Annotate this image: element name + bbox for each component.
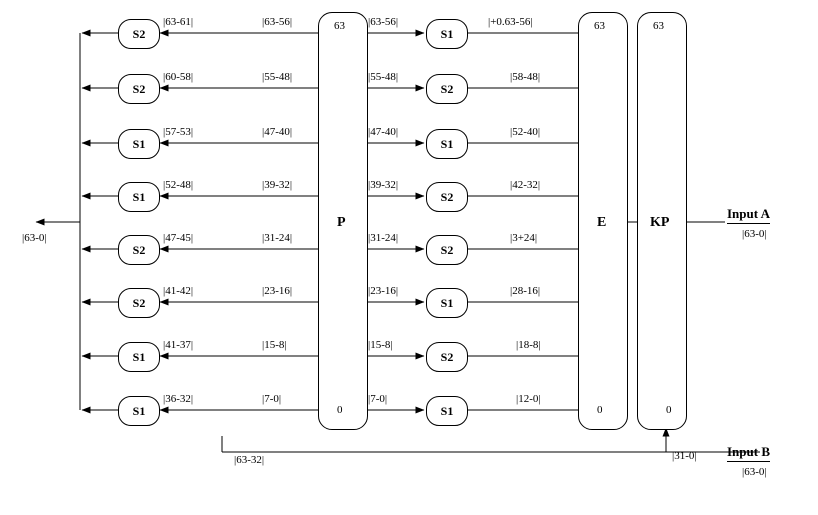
output-left-label: |63-0| bbox=[22, 232, 47, 244]
sbox-out-7: |41-37| bbox=[163, 339, 194, 351]
sbox-right-1-label: S1 bbox=[440, 26, 454, 41]
sbox-right-8-label: S1 bbox=[440, 403, 454, 418]
sbox-right-6[interactable] bbox=[426, 288, 468, 318]
e-out-1: |+0.63-56| bbox=[488, 16, 533, 28]
p-out-1: |63-56| bbox=[262, 16, 293, 28]
block-e-top: 63 bbox=[594, 20, 605, 32]
sbox-left-2-label: S2 bbox=[132, 81, 146, 96]
sbox-out-4: |52-48| bbox=[163, 179, 194, 191]
sbox-right-3[interactable] bbox=[426, 129, 468, 159]
p-in-3: |47-40| bbox=[368, 126, 399, 138]
sbox-right-5-label: S2 bbox=[440, 242, 454, 257]
sbox-out-1: |63-61| bbox=[163, 16, 194, 28]
input-a-label: Input A bbox=[727, 206, 770, 224]
e-out-4: |42-32| bbox=[510, 179, 541, 191]
sbox-right-2[interactable] bbox=[426, 74, 468, 104]
p-in-6: |23-16| bbox=[368, 285, 399, 297]
sbox-left-3-label: S1 bbox=[132, 136, 146, 151]
sbox-right-7[interactable] bbox=[426, 342, 468, 372]
sbox-left-2[interactable] bbox=[118, 74, 160, 104]
p-out-4: |39-32| bbox=[262, 179, 293, 191]
sbox-left-1-label: S2 bbox=[132, 26, 146, 41]
sbox-right-7-label: S2 bbox=[440, 349, 454, 364]
feedback-bus-label: |63-32| bbox=[234, 454, 265, 466]
sbox-right-4[interactable] bbox=[426, 182, 468, 212]
p-out-3: |47-40| bbox=[262, 126, 293, 138]
sbox-right-4-label: S2 bbox=[440, 189, 454, 204]
sbox-left-4[interactable] bbox=[118, 182, 160, 212]
e-out-6: |28-16| bbox=[510, 285, 541, 297]
block-kp-label: KP bbox=[650, 215, 670, 230]
p-out-5: |31-24| bbox=[262, 232, 293, 244]
sbox-right-2-label: S2 bbox=[440, 81, 454, 96]
p-out-8: |7-0| bbox=[262, 393, 282, 405]
p-out-6: |23-16| bbox=[262, 285, 293, 297]
e-out-5: |3+24| bbox=[510, 232, 538, 244]
sbox-right-1[interactable] bbox=[426, 19, 468, 49]
p-in-5: |31-24| bbox=[368, 232, 399, 244]
p-in-1: |63-56| bbox=[368, 16, 399, 28]
block-p-label: P bbox=[337, 215, 346, 230]
block-e-bottom: 0 bbox=[597, 404, 603, 416]
block-kp-bottom: 0 bbox=[666, 404, 672, 416]
e-out-7: |18-8| bbox=[516, 339, 541, 351]
sbox-left-8[interactable] bbox=[118, 396, 160, 426]
sbox-out-3: |57-53| bbox=[163, 126, 194, 138]
sbox-out-8: |36-32| bbox=[163, 393, 194, 405]
block-p-top: 63 bbox=[334, 20, 345, 32]
e-out-2: |58-48| bbox=[510, 71, 541, 83]
sbox-out-6: |41-42| bbox=[163, 285, 194, 297]
block-p-bottom: 0 bbox=[337, 404, 343, 416]
p-in-8: |7-0| bbox=[368, 393, 388, 405]
p-in-7: |15-8| bbox=[368, 339, 393, 351]
block-kp-top: 63 bbox=[653, 20, 664, 32]
sbox-right-5[interactable] bbox=[426, 235, 468, 265]
sbox-left-7-label: S1 bbox=[132, 349, 146, 364]
sbox-left-8-label: S1 bbox=[132, 403, 146, 418]
e-out-3: |52-40| bbox=[510, 126, 541, 138]
sbox-out-5: |47-45| bbox=[163, 232, 194, 244]
sbox-left-3[interactable] bbox=[118, 129, 160, 159]
sbox-left-5-label: S2 bbox=[132, 242, 146, 257]
sbox-left-1[interactable] bbox=[118, 19, 160, 49]
input-b-tap-label: |31-0| bbox=[672, 450, 697, 462]
input-b-label: Input B bbox=[727, 444, 770, 462]
sbox-left-5[interactable] bbox=[118, 235, 160, 265]
e-out-8: |12-0| bbox=[516, 393, 541, 405]
input-b-bits: |63-0| bbox=[742, 466, 767, 478]
sbox-right-6-label: S1 bbox=[440, 295, 454, 310]
p-out-7: |15-8| bbox=[262, 339, 287, 351]
p-out-2: |55-48| bbox=[262, 71, 293, 83]
sbox-out-2: |60-58| bbox=[163, 71, 194, 83]
block-e-label: E bbox=[597, 215, 607, 230]
sbox-right-3-label: S1 bbox=[440, 136, 454, 151]
sbox-left-6-label: S2 bbox=[132, 295, 146, 310]
p-in-4: |39-32| bbox=[368, 179, 399, 191]
p-in-2: |55-48| bbox=[368, 71, 399, 83]
sbox-left-6[interactable] bbox=[118, 288, 160, 318]
sbox-left-7[interactable] bbox=[118, 342, 160, 372]
sbox-left-4-label: S1 bbox=[132, 189, 146, 204]
sbox-right-8[interactable] bbox=[426, 396, 468, 426]
input-a-bits: |63-0| bbox=[742, 228, 767, 240]
